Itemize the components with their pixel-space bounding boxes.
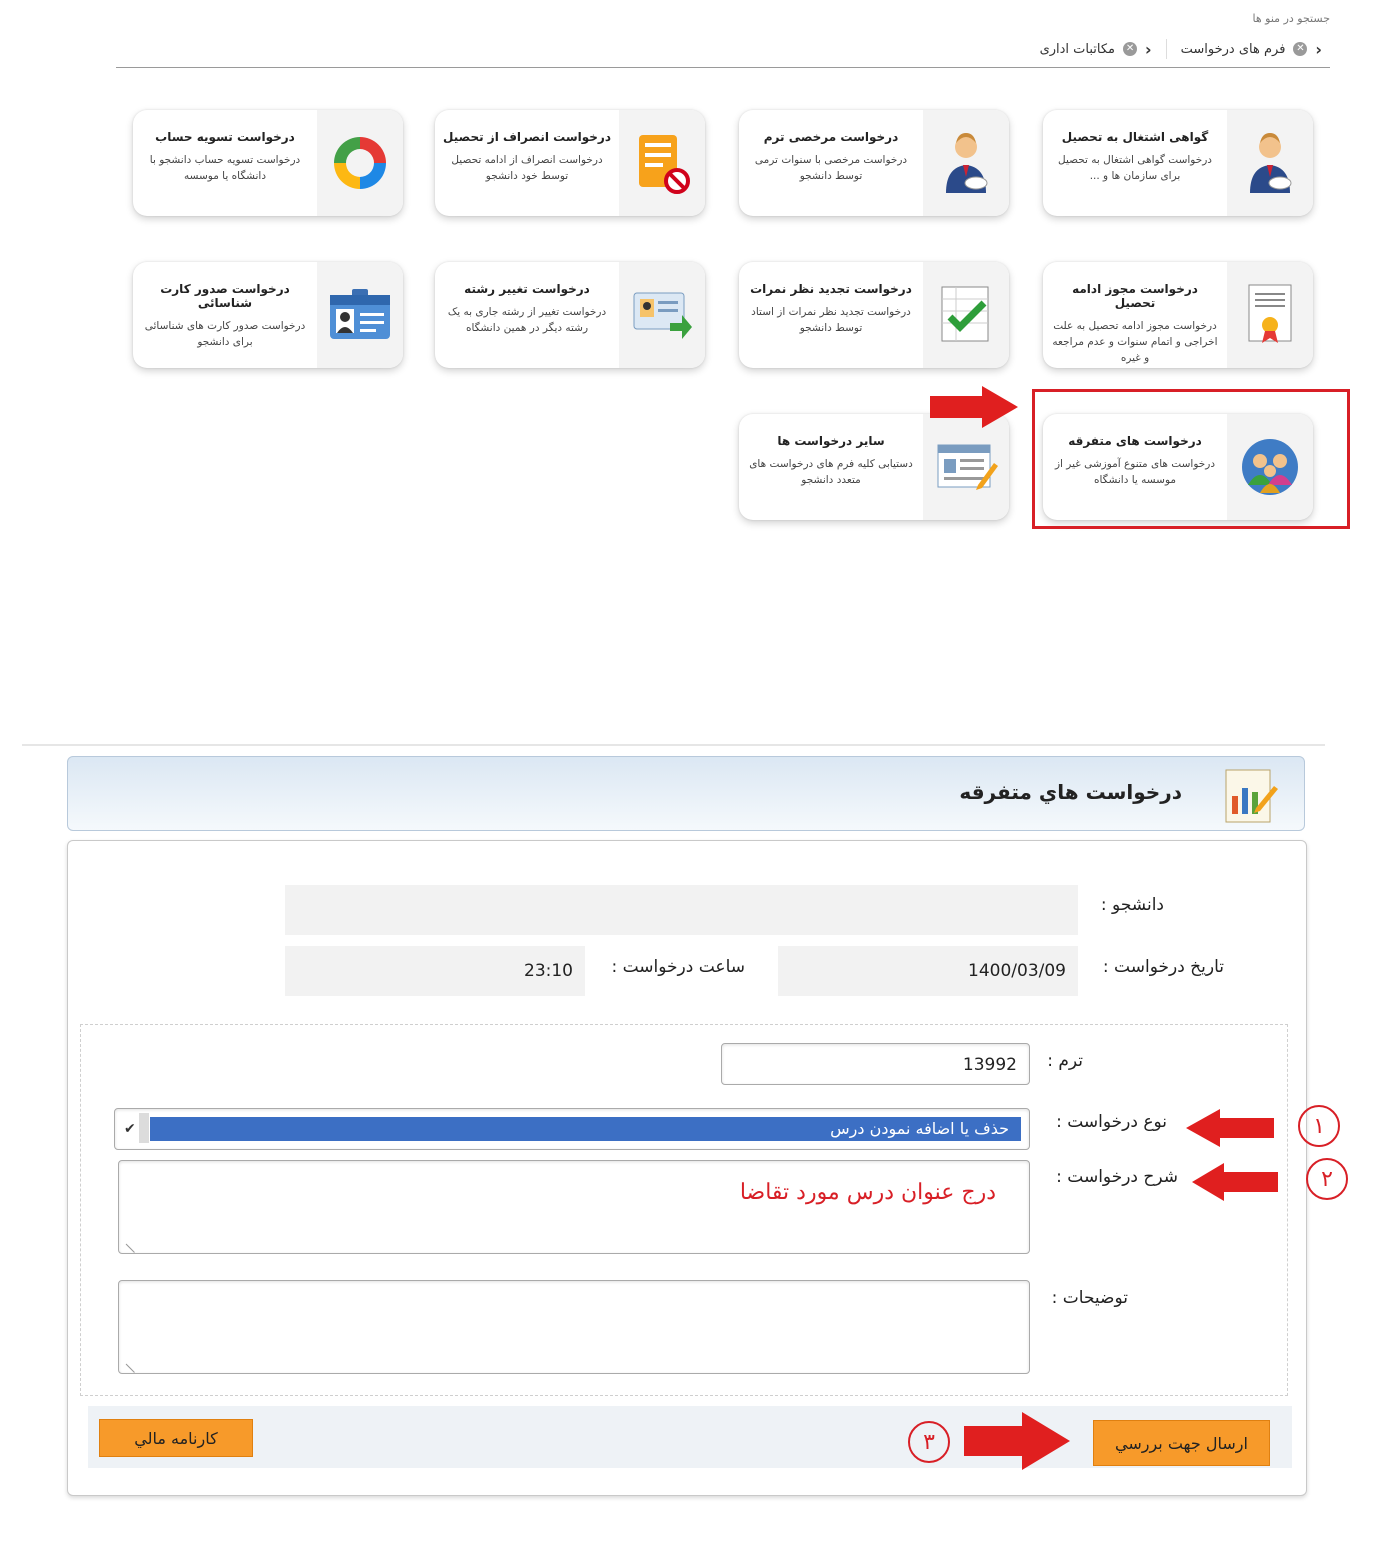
- card-description: دستیابی کلیه فرم های درخواست های متعدد دانشجو: [749, 458, 913, 486]
- student-field: [285, 885, 1078, 935]
- submit-button[interactable]: ارسال جهت بررسي: [1093, 1420, 1270, 1466]
- checklist-icon: [923, 262, 1009, 368]
- time-label: ساعت درخواست :: [611, 957, 745, 977]
- id-card-icon: [317, 262, 403, 368]
- menu-search-hint[interactable]: جستجو در منو ها: [1252, 12, 1330, 25]
- description-label: شرح درخواست :: [1056, 1167, 1178, 1187]
- chevron-down-icon[interactable]: ✔: [124, 1121, 136, 1137]
- term-label: ترم :: [1047, 1051, 1083, 1071]
- arrow-right-icon: [962, 1410, 1074, 1476]
- date-label: تاريخ درخواست :: [1102, 957, 1224, 977]
- financial-report-button[interactable]: کارنامه مالي: [99, 1419, 253, 1457]
- card-id-card[interactable]: [133, 262, 403, 368]
- highlight-box: [1032, 389, 1350, 529]
- certificate-icon: [1227, 262, 1313, 368]
- term-input[interactable]: 13992: [721, 1043, 1030, 1085]
- card-settlement[interactable]: [133, 110, 403, 216]
- step-number-badge: ۱: [1298, 1105, 1340, 1147]
- breadcrumb-item-forms[interactable]: [1175, 38, 1328, 61]
- breadcrumb-label: مکاتبات اداری: [1039, 41, 1116, 57]
- card-title: گواهی اشتغال به تحصیل: [1061, 130, 1209, 144]
- card-description: درخواست تغییر از رشته جاری به یک رشته دیگر در همین دانشگاه: [447, 306, 607, 334]
- report-chart-icon: [1218, 762, 1280, 830]
- card-description: درخواست گواهی اشتغال به تحصیل برای سازمان ها و ...: [1058, 154, 1212, 182]
- card-withdrawal[interactable]: [435, 110, 705, 216]
- card-title: درخواست های متفرقه: [1068, 434, 1202, 448]
- user-coffee-icon: [923, 110, 1009, 216]
- close-icon[interactable]: ✕: [1123, 42, 1137, 56]
- step-number-badge: ۳: [908, 1421, 950, 1463]
- close-icon[interactable]: ✕: [1293, 42, 1307, 56]
- card-grade-review[interactable]: [739, 262, 1009, 368]
- card-description: درخواست های متنوع آموزشی غیر از موسسه یا دانشگاه: [1054, 458, 1215, 486]
- breadcrumb-label: فرم های درخواست: [1180, 41, 1286, 57]
- time-field: 23:10: [285, 946, 585, 996]
- card-description: درخواست تجدید نظر نمرات از استاد توسط دانشجو: [751, 306, 911, 334]
- step-number-badge: ۲: [1306, 1158, 1348, 1200]
- chevron-left-icon[interactable]: ‹: [1315, 39, 1322, 59]
- select-scrollbar[interactable]: [139, 1113, 149, 1143]
- card-title: درخواست تغییر رشته: [464, 282, 590, 296]
- card-description: درخواست مرخصی با سنوات ترمی توسط دانشجو: [754, 154, 908, 182]
- card-title: درخواست انصراف از تحصیل: [443, 130, 611, 144]
- card-title: درخواست مرخصی ترم: [763, 130, 899, 144]
- card-title: درخواست تسویه حساب: [155, 130, 295, 144]
- id-card-arrow-icon: [619, 262, 705, 368]
- request-type-selected[interactable]: حذف يا اضافه نمودن درس: [150, 1117, 1021, 1141]
- description-hint: درج عنوان درس مورد تقاضا: [739, 1180, 996, 1205]
- card-description: درخواست مجوز ادامه تحصیل به علت اخراجی و اتمام سنوات و عدم مراجعه و غیره: [1052, 320, 1218, 364]
- student-label: دانشجو :: [1100, 895, 1164, 915]
- breadcrumb: [1034, 36, 1328, 62]
- header-divider: [116, 67, 1330, 68]
- card-title: درخواست مجوز ادامه تحصیل: [1072, 282, 1198, 310]
- arrow-right-icon: [928, 384, 1020, 434]
- user-coffee-icon: [1227, 110, 1313, 216]
- description-textarea[interactable]: [118, 1160, 1030, 1254]
- breadcrumb-divider: [1166, 39, 1167, 59]
- section-divider: [22, 744, 1325, 746]
- card-employment-certificate[interactable]: [1043, 110, 1313, 216]
- cycle-arrows-icon: [317, 110, 403, 216]
- card-continue-permit[interactable]: [1043, 262, 1313, 368]
- card-description: درخواست تسویه حساب دانشجو با دانشگاه یا موسسه: [149, 154, 301, 182]
- chevron-left-icon[interactable]: ‹: [1145, 39, 1152, 59]
- notes-textarea[interactable]: [118, 1280, 1030, 1374]
- card-title: سایر درخواست ها: [777, 434, 885, 448]
- card-term-leave[interactable]: [739, 110, 1009, 216]
- card-description: درخواست صدور کارت های شناسائی برای دانشجو: [144, 320, 306, 348]
- notes-label: توضيحات :: [1051, 1288, 1128, 1308]
- card-description: درخواست انصراف از ادامه تحصیل توسط خود دانشجو: [451, 154, 603, 182]
- document-cancel-icon: [619, 110, 705, 216]
- breadcrumb-item-admin[interactable]: [1034, 38, 1158, 61]
- card-change-major[interactable]: [435, 262, 705, 368]
- arrow-left-icon: [1190, 1162, 1280, 1206]
- card-title: درخواست تجدید نظر نمرات: [750, 282, 912, 296]
- page-title: درخواست هاي متفرقه: [959, 780, 1182, 804]
- date-field: 1400/03/09: [778, 946, 1078, 996]
- request-type-label: نوع درخواست :: [1056, 1112, 1167, 1132]
- card-title: درخواست صدور کارت شناسائی: [160, 282, 290, 310]
- arrow-left-icon: [1184, 1108, 1276, 1152]
